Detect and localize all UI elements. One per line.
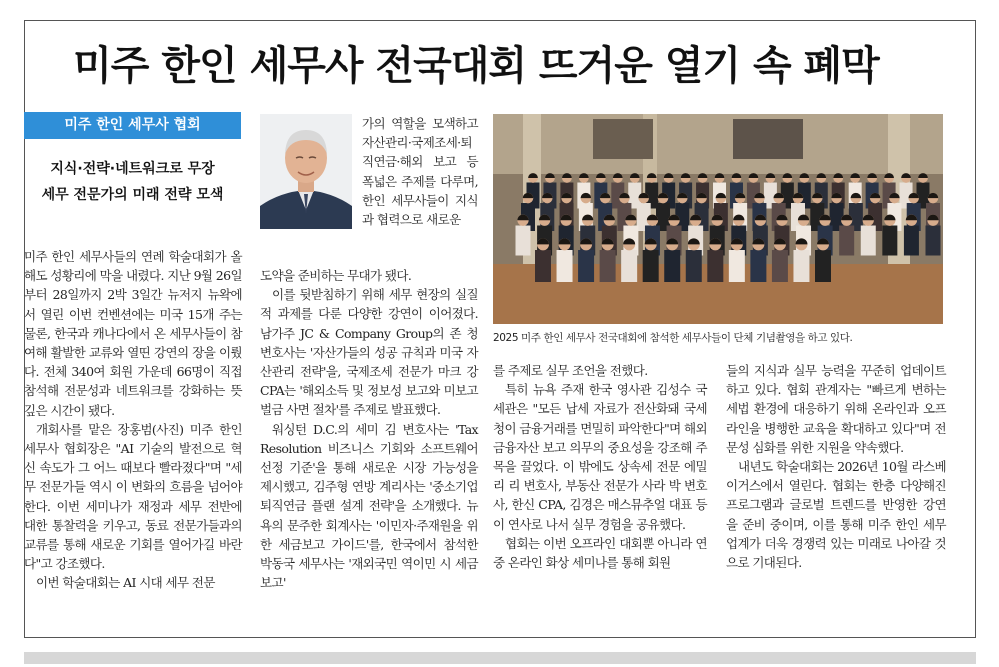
- col2-top-paragraph: 가의 역할을 모색하고 자산관리·국제조세·퇴직연금·해외 보고 등 폭넓은 주제를 다루며, 한인 세무사들이 지식과 협력으로 새로운: [362, 116, 478, 228]
- col1-paragraph-2: 개회사를 맡은 장홍범(사진) 미주 한인 세무사 협회장은 "AI 기술의 발전으로 혁신 속도가 그 어느 때보다 빨라졌다"며 "세무 전문가들 역시 이 변화의 흐름을 넘어야 한다. 이번 세미나가 재정과 세무 전반에 대한 통찰력을 키우고, 동료 전문가들과의 교류를 통해 새로운 기회를 열어가길 바란다"고 강조했다.: [24, 421, 242, 572]
- attendee-body: [926, 226, 941, 256]
- col4-paragraph-2: 내년도 학술대회는 2026년 10월 라스베이거스에서 열린다. 협회는 한층 다양해진 프로그램과 글로벌 트렌드를 반영한 강연을 준비 중이며, 이를 통해 미주 한인 세무업계가 더욱 경쟁력 있는 미래로 나아갈 것으로 기대된다.: [726, 459, 946, 571]
- article-column-2-top: [362, 114, 478, 229]
- attendee-body: [815, 250, 831, 282]
- section-tag: 미주 한인 세무사 협회: [24, 112, 241, 139]
- article-column-4: [726, 361, 946, 572]
- attendee-body: [664, 250, 680, 282]
- attendee-body: [904, 226, 919, 256]
- attendee-body: [861, 226, 876, 256]
- photo-caption: 2025 미주 한인 세무사 전국대회에 참석한 세무사들이 단체 기념촬영을 하고 있다.: [493, 332, 853, 344]
- col3-paragraph-1: 를 주제로 실무 조언을 전했다.: [493, 363, 648, 378]
- col4-paragraph-1: 들의 지식과 실무 능력을 꾸준히 업데이트하고 있다. 협회 관계자는 "빠르게 변하는 세법 환경에 대응하기 위해 온라인과 오프라인을 병행한 교육을 확대하고 있다"며 전문성 심화를 위한 지원을 약속했다.: [726, 363, 946, 455]
- article-column-1: [24, 247, 242, 593]
- attendee-body: [686, 250, 702, 282]
- article-column-3: [493, 361, 707, 572]
- attendee-body: [729, 250, 745, 282]
- col3-paragraph-3: 협회는 이번 오프라인 대회뿐 아니라 연중 온라인 화상 세미나를 통해 회원: [493, 535, 707, 571]
- col1-paragraph-1: 미주 한인 세무사들의 연례 학술대회가 올해도 성황리에 막을 내렸다. 지난 9월 26일부터 28일까지 2박 3일간 뉴저지 뉴왁에서 열린 이번 컨벤션에는 미국 15개 주는 물론, 한국과 캐나다에서 온 세무사들이 참여해 활발한 교류와 열띤 강연의 장을 이뤘다. 전체 340여 회원 가운데 66명이 직접 참석해 전문성과 네트워크를 강화하는 뜻깊은 시간이 됐다.: [24, 249, 242, 418]
- article-subhead: [24, 156, 241, 208]
- attendee-body: [535, 250, 551, 282]
- subhead-line-1: 지식·전략·네트워크로 무장: [50, 161, 215, 177]
- attendee-body: [707, 250, 723, 282]
- portrait-photo: [260, 114, 352, 229]
- article-column-2: [260, 266, 478, 592]
- attendee-body: [793, 250, 809, 282]
- subhead-line-2: 세무 전문가의 미래 전략 모색: [41, 187, 224, 203]
- attendee-body: [839, 226, 854, 256]
- attendee-body: [557, 250, 573, 282]
- attendee-body: [578, 250, 594, 282]
- attendee-body: [643, 250, 659, 282]
- col1-paragraph-3: 이번 학술대회는 AI 시대 세무 전문: [36, 575, 215, 591]
- attendee-body: [882, 226, 897, 256]
- col2-paragraph-2: 이를 뒷받침하기 위해 세무 현장의 실질적 과제를 다룬 다양한 강연이 이어졌다. 남가주 JC & Company Group의 존 청 변호사는 '자산가들의 성공 규칙과 미국 자산관리 전략'을, 국제조세 전문가 마크 강 CPA는 '해외소득 및 정보성 보고와 미보고 벌금 사면 절차'를 주제로 발표했다.: [260, 287, 478, 418]
- article-headline: 미주 한인 세무사 전국대회 뜨거운 열기 속 폐막: [73, 43, 879, 89]
- attendee-body: [750, 250, 766, 282]
- attendee-body: [600, 250, 616, 282]
- group-photo: [493, 114, 943, 324]
- col2-paragraph-3: 워싱턴 D.C.의 세미 김 변호사는 'Tax Resolution 비즈니스 기회와 소프트웨어 선정 기준'을 통해 새로운 시장 가능성을 제시했고, 김주형 연방 계리사는 '중소기업 퇴직연금 플랜 설계 전략'을 소개했다. 뉴욕의 문주한 회계사는 '이민자·주재원을 위한 세금보고 가이드'를, 한국에서 참석한 박동국 세무사는 '재외국민 역이민 시 세금보고': [260, 421, 478, 591]
- attendee-body: [772, 250, 788, 282]
- attendee-body: [621, 250, 637, 282]
- attendee-body: [516, 226, 531, 256]
- col2-paragraph-1: 도약을 준비하는 무대가 됐다.: [260, 268, 412, 283]
- col3-paragraph-2: 특히 뉴욕 주재 한국 영사관 김성수 국세관은 "모든 납세 자료가 전산화돼 국세청이 금융거래를 면밀히 파악한다"며 해외 금융자산 보고 의무의 중요성을 강조해 주목을 끌었다. 이 밖에도 상속세 전문 에밀리 리 변호사, 부동산 전문가 사라 박 변호사, 한신 CPA, 김경은 매스뮤추얼 대표 등이 연사로 나서 실무 경험을 공유했다.: [493, 382, 707, 532]
- page-bottom-bar: [24, 652, 976, 664]
